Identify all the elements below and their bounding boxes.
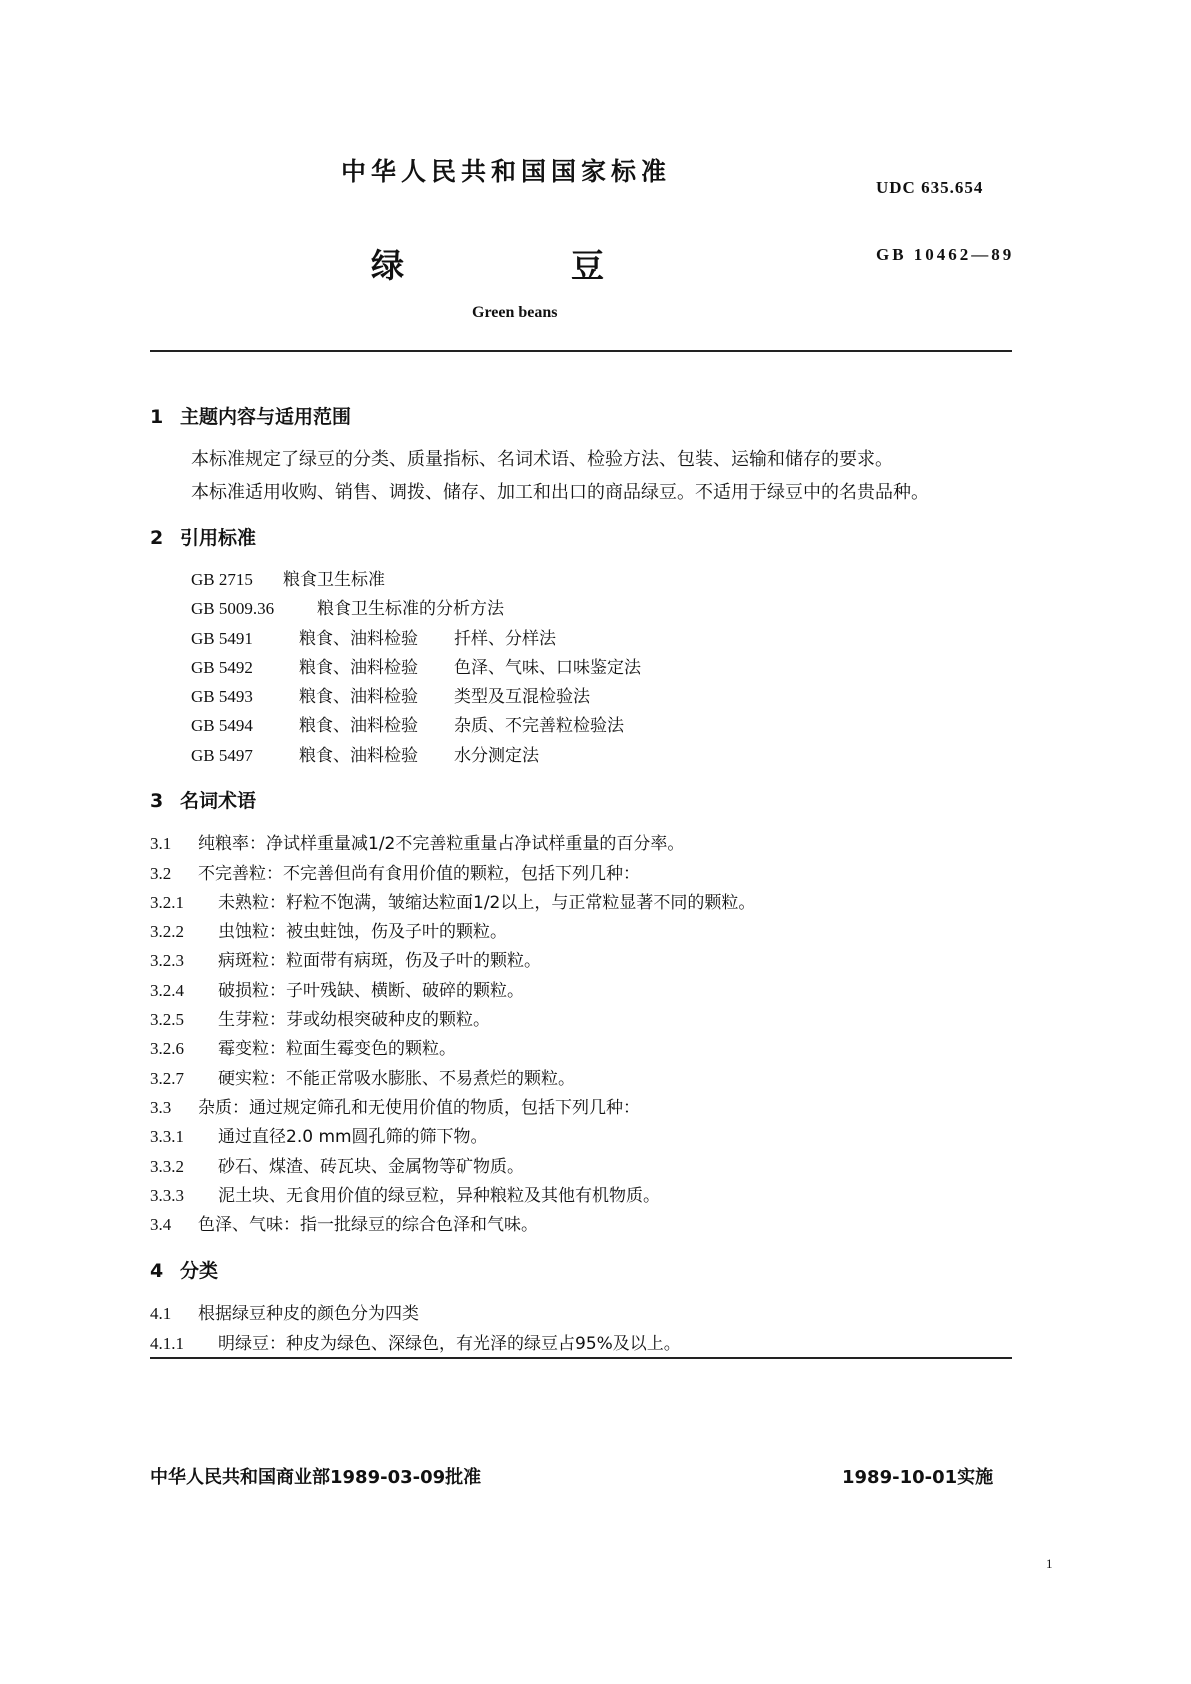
clause-number: 3.2.6 (150, 1039, 184, 1058)
clause-number: 4.1 (150, 1304, 172, 1323)
reference-part: 粮食、油料检验 (299, 716, 418, 736)
clause-text: 未熟粒：籽粒不饱满，皱缩达粒面1/2以上，与正常粒显著不同的颗粒。 (218, 893, 756, 913)
udc-code: UDC 635.654 (876, 178, 984, 197)
section-number: 1 (150, 406, 164, 428)
clause-number: 3.1 (150, 834, 172, 853)
section-number: 4 (150, 1260, 164, 1282)
reference-item (191, 653, 641, 678)
standard-title: 中华人民共和国国家标准 (341, 157, 672, 186)
clause-text: 破损粒：子叶残缺、横断、破碎的颗粒。 (218, 981, 524, 1001)
clause-number: 3.2.7 (150, 1069, 184, 1088)
reference-code: GB 5491 (191, 629, 253, 648)
approval-line: 中华人民共和国商业部1989-03-09批准 (150, 1467, 482, 1488)
clause-number: 3.2.2 (150, 922, 184, 941)
reference-part: 粮食、油料检验 (299, 629, 418, 649)
clause (150, 1210, 538, 1235)
section-number: 3 (150, 790, 164, 812)
title-char-1: 绿 (371, 246, 404, 285)
clause-number: 3.2.3 (150, 951, 184, 970)
clause (150, 976, 524, 1001)
clause-number: 3.3 (150, 1098, 172, 1117)
reference-text: 粮食卫生标准 (283, 570, 385, 590)
clause (150, 1034, 456, 1059)
header-rule (150, 350, 1012, 352)
clause-text: 病斑粒：粒面带有病斑，伤及子叶的颗粒。 (218, 951, 541, 971)
clause-number: 3.2.4 (150, 981, 184, 1000)
clause-text: 色泽、气味：指一批绿豆的综合色泽和气味。 (198, 1215, 538, 1235)
clause-number: 4.1.1 (150, 1334, 184, 1353)
clause-number: 3.3.1 (150, 1127, 184, 1146)
reference-text: 类型及互混检验法 (454, 687, 590, 707)
implementation-date: 1989-10-01实施 (842, 1467, 994, 1488)
clause-text: 杂质：通过规定筛孔和无使用价值的物质，包括下列几种： (198, 1098, 640, 1118)
section-title: 分类 (180, 1260, 219, 1282)
clause (150, 1064, 575, 1089)
reference-item (191, 594, 504, 619)
clause-text: 霉变粒：粒面生霉变色的颗粒。 (218, 1039, 456, 1059)
reference-text: 粮食卫生标准的分析方法 (317, 599, 504, 619)
reference-item (191, 624, 556, 649)
clause-text: 不完善粒：不完善但尚有食用价值的颗粒，包括下列几种： (198, 864, 640, 884)
english-title: Green beans (472, 304, 558, 321)
reference-text: 扦样、分样法 (454, 629, 556, 649)
clause-number: 3.4 (150, 1215, 172, 1234)
clause (150, 1122, 488, 1147)
section-4-heading (150, 1256, 218, 1283)
section-number: 2 (150, 527, 164, 549)
reference-text: 杂质、不完善粒检验法 (454, 716, 624, 736)
clause-text: 虫蚀粒：被虫蛀蚀，伤及子叶的颗粒。 (218, 922, 507, 942)
clause-text: 纯粮率：净试样重量减1/2不完善粒重量占净试样重量的百分率。 (198, 834, 685, 854)
reference-item (191, 565, 385, 590)
clause-text: 根据绿豆种皮的颜色分为四类 (198, 1304, 419, 1324)
reference-code: GB 5009.36 (191, 599, 275, 618)
reference-part: 粮食、油料检验 (299, 658, 418, 678)
clause-number: 3.2.1 (150, 893, 184, 912)
reference-code: GB 2715 (191, 570, 253, 589)
clause (150, 1005, 490, 1030)
clause (150, 888, 755, 913)
section-title: 引用标准 (180, 527, 257, 549)
section-title: 名词术语 (180, 790, 257, 812)
clause-text: 生芽粒：芽或幼根突破种皮的颗粒。 (218, 1010, 490, 1030)
section-3-heading (150, 786, 256, 813)
clause-text: 砂石、煤渣、砖瓦块、金属物等矿物质。 (218, 1157, 524, 1177)
clause-number: 3.3.2 (150, 1157, 184, 1176)
clause-text: 明绿豆：种皮为绿色、深绿色，有光泽的绿豆占95%及以上。 (218, 1334, 681, 1354)
reference-item (191, 682, 590, 707)
footer-rule (150, 1357, 1012, 1359)
reference-text: 色泽、气味、口味鉴定法 (454, 658, 641, 678)
section-2-heading (150, 523, 256, 550)
clause-number: 3.2.5 (150, 1010, 184, 1029)
clause (150, 1329, 681, 1354)
section-1-heading (150, 402, 351, 429)
reference-item (191, 741, 539, 766)
clause (150, 1181, 660, 1206)
reference-code: GB 5497 (191, 746, 253, 765)
clause-text: 泥土块、无食用价值的绿豆粒，异种粮粒及其他有机物质。 (218, 1186, 660, 1206)
reference-part: 粮食、油料检验 (299, 687, 418, 707)
clause (150, 1299, 419, 1324)
reference-code: GB 5494 (191, 716, 253, 735)
reference-code: GB 5492 (191, 658, 253, 677)
clause-text: 硬实粒：不能正常吸水膨胀、不易煮烂的颗粒。 (218, 1069, 575, 1089)
reference-text: 水分测定法 (454, 746, 539, 766)
clause (150, 1152, 524, 1177)
reference-part: 粮食、油料检验 (299, 746, 418, 766)
paragraph: 本标准适用收购、销售、调拨、储存、加工和出口的商品绿豆。不适用于绿豆中的名贵品种。 (191, 482, 929, 503)
clause (150, 917, 507, 942)
title-char-2: 豆 (571, 246, 604, 285)
clause (150, 829, 684, 854)
clause (150, 1093, 640, 1118)
clause-number: 3.2 (150, 864, 172, 883)
page-number: 1 (1046, 1556, 1053, 1571)
clause (150, 946, 541, 971)
reference-item (191, 711, 624, 736)
paragraph: 本标准规定了绿豆的分类、质量指标、名词术语、检验方法、包装、运输和储存的要求。 (191, 449, 893, 470)
reference-code: GB 5493 (191, 687, 253, 706)
gb-code: GB 10462—89 (876, 245, 1015, 264)
section-title: 主题内容与适用范围 (180, 406, 352, 428)
clause-number: 3.3.3 (150, 1186, 184, 1205)
clause (150, 859, 640, 884)
clause-text: 通过直径2.0 mm圆孔筛的筛下物。 (218, 1127, 488, 1147)
